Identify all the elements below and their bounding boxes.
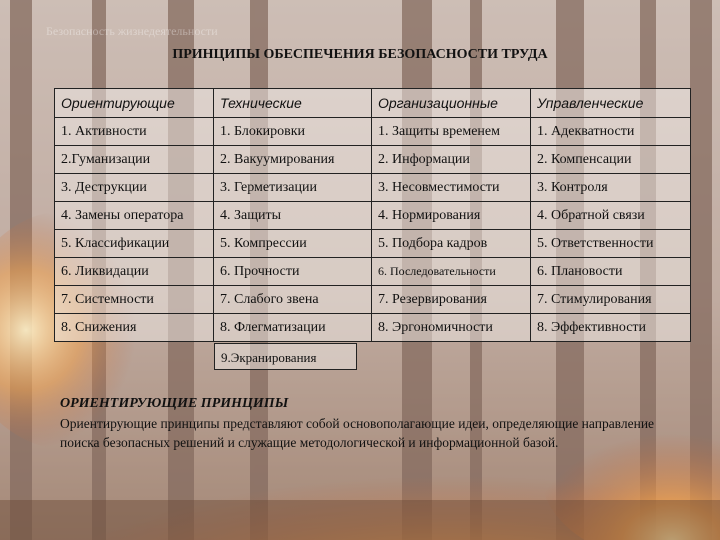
presentation-watermark: Безопасность жизнедеятельности <box>46 24 218 38</box>
table-row <box>55 258 691 286</box>
table-cell: 8. Эргономичности <box>372 314 531 342</box>
table-cell: 6. Последовательности <box>372 258 531 286</box>
table-row <box>55 230 691 258</box>
table-header-row <box>55 89 691 118</box>
table-cell: 5. Компрессии <box>214 230 372 258</box>
table-row <box>55 202 691 230</box>
table-row <box>55 146 691 174</box>
table-cell: 5. Подбора кадров <box>372 230 531 258</box>
table-cell: 8. Флегматизации <box>214 314 372 342</box>
table-cell: 5. Классификации <box>55 230 214 258</box>
table-cell: 4. Обратной связи <box>531 202 691 230</box>
table-row <box>55 314 691 342</box>
table-row <box>55 286 691 314</box>
table-cell: 4. Нормирования <box>372 202 531 230</box>
table-cell: 2. Информации <box>372 146 531 174</box>
header-cell-organizational: Организационные <box>372 89 531 118</box>
description-text: Ориентирующие принципы представляют собой основополагающие идеи, определяющие направление поиска безопасных решений и служащие методологической и информационной базой. <box>60 416 655 450</box>
table-cell: 6. Ликвидации <box>55 258 214 286</box>
header-cell-managerial: Управленческие <box>531 89 691 118</box>
table-cell: 3. Герметизации <box>214 174 372 202</box>
table-cell: 6. Плановости <box>531 258 691 286</box>
table-cell: 7. Резервирования <box>372 286 531 314</box>
table-cell: 2. Компенсации <box>531 146 691 174</box>
table-cell: 6. Прочности <box>214 258 372 286</box>
table-cell: 4. Защиты <box>214 202 372 230</box>
table-cell: 1. Активности <box>55 118 214 146</box>
table-row <box>55 174 691 202</box>
table-cell: 1. Защиты временем <box>372 118 531 146</box>
table-cell: 1. Адекватности <box>531 118 691 146</box>
page-title: ПРИНЦИПЫ ОБЕСПЕЧЕНИЯ БЕЗОПАСНОСТИ ТРУДА <box>172 47 548 62</box>
table-cell: 2. Вакуумирования <box>214 146 372 174</box>
table-cell: 1. Блокировки <box>214 118 372 146</box>
table-row <box>55 118 691 146</box>
table-cell: 3. Несовместимости <box>372 174 531 202</box>
table-cell: 3. Деструкции <box>55 174 214 202</box>
table-cell: 3. Контроля <box>531 174 691 202</box>
table-cell: 5. Ответственности <box>531 230 691 258</box>
table-extra-cell: 9.Экранирования <box>214 343 357 370</box>
table-cell: 2.Гуманизации <box>55 146 214 174</box>
table-cell: 4. Замены оператора <box>55 202 214 230</box>
header-cell-orienting: Ориентирующие <box>55 89 214 118</box>
table-cell: 7. Системности <box>55 286 214 314</box>
table-cell: 8. Снижения <box>55 314 214 342</box>
header-cell-technical: Технические <box>214 89 372 118</box>
table-cell: 7. Стимулирования <box>531 286 691 314</box>
principles-table <box>54 88 691 342</box>
table-cell: 8. Эффективности <box>531 314 691 342</box>
table-cell: 7. Слабого звена <box>214 286 372 314</box>
description-heading: ОРИЕНТИРУЮЩИЕ ПРИНЦИПЫ <box>60 396 289 411</box>
